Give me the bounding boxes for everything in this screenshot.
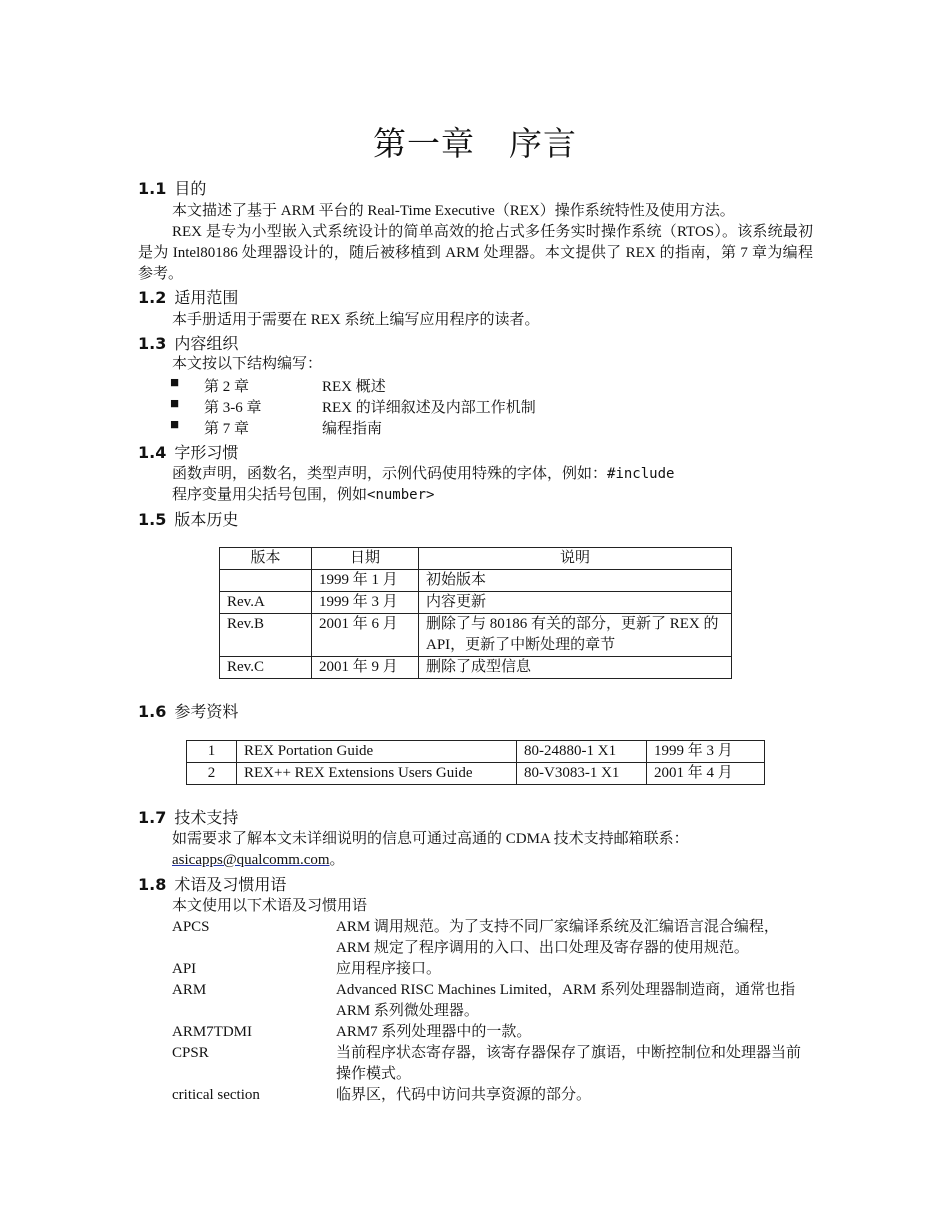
term-name: APCS <box>172 919 210 935</box>
table-row <box>220 614 732 657</box>
bullet-square-icon: ■ <box>170 417 180 433</box>
section-heading-organization <box>138 331 238 354</box>
list-item-desc: REX 的详细叙述及内部工作机制 <box>322 400 536 416</box>
conventions-line-1 <box>172 464 847 485</box>
term-definition: ARM 调用规范。为了支持不同厂家编译系统及汇编语言混合编程，ARM 规定了程序调用的入口、出口处理及寄存器的使用规范。 <box>336 919 779 956</box>
table-row <box>187 741 765 763</box>
bullet-square-icon: ■ <box>170 396 180 412</box>
table-row <box>220 570 732 592</box>
date-cell: 1999 年 1 月 <box>312 570 419 592</box>
section-number: 1.3 <box>138 334 167 353</box>
section-number: 1.6 <box>138 702 167 721</box>
section-title: 内容组织 <box>174 334 239 353</box>
section-number: 1.8 <box>138 875 167 894</box>
section-heading-version-history <box>138 507 238 530</box>
term-definition: 当前程序状态寄存器，该寄存器保存了旗语，中断控制位和处理器当前操作模式。 <box>336 1045 802 1082</box>
ref-title-cell: REX++ REX Extensions Users Guide <box>237 763 517 785</box>
table-row <box>220 592 732 614</box>
version-history-table <box>219 547 732 679</box>
purpose-paragraph-2: REX 是专为小型嵌入式系统设计的简单高效的抢占式多任务实时操作系统（RTOS）。该系统最初是为 Intel80186 处理器设计的，随后被移植到 ARM 处理器。本文提供了 REX 的指南，第 7 章为编程参考。 <box>138 224 813 282</box>
section-number: 1.2 <box>138 288 167 307</box>
ref-date-cell: 1999 年 3 月 <box>647 741 765 763</box>
section-heading-purpose <box>138 176 206 199</box>
term-definition: 临界区，代码中访问共享资源的部分。 <box>336 1087 592 1103</box>
ref-doc-cell: 80-24880-1 X1 <box>517 741 647 763</box>
column-header: 版本 <box>220 548 312 570</box>
term-definition: Advanced RISC Machines Limited，ARM 系列处理器制造商，通常也指 ARM 系列微处理器。 <box>336 982 796 1019</box>
term-name: CPSR <box>172 1045 209 1061</box>
column-header: 说明 <box>419 548 732 570</box>
section-title: 版本历史 <box>174 510 239 529</box>
bullet-square-icon: ■ <box>170 375 180 391</box>
support-email-line <box>172 850 847 871</box>
date-cell: 1999 年 3 月 <box>312 592 419 614</box>
section-number: 1.7 <box>138 808 167 827</box>
term-entry <box>172 1043 812 1085</box>
conventions-line-2 <box>172 485 847 506</box>
term-definition: ARM7 系列处理器中的一款。 <box>336 1024 532 1040</box>
table-row <box>220 657 732 679</box>
code-sample: #include <box>607 466 675 482</box>
term-name: ARM <box>172 982 207 998</box>
term-definition: 应用程序接口。 <box>336 961 442 977</box>
section-heading-conventions <box>138 440 238 463</box>
section-heading-terms <box>138 872 286 895</box>
section-heading-support <box>138 805 238 828</box>
term-entry <box>172 959 812 980</box>
organization-intro: 本文按以下结构编写： <box>172 356 323 372</box>
list-item-chapter: 第 7 章 <box>204 421 250 437</box>
support-email-end: 。 <box>329 852 345 868</box>
term-entry <box>172 1085 812 1106</box>
purpose-paragraph-1: 本文描述了基于 ARM 平台的 Real-Time Executive（REX）操作系统特性及使用方法。 <box>172 203 735 219</box>
term-entry <box>172 980 812 1022</box>
conventions-text: 函数声明，函数名，类型声明，示例代码使用特殊的字体，例如： <box>172 466 608 482</box>
version-cell: Rev.B <box>220 614 312 657</box>
description-cell: 删除了与 80186 有关的部分，更新了 REX 的 API，更新了中断处理的章节 <box>419 614 732 657</box>
ref-title-cell: REX Portation Guide <box>237 741 517 763</box>
references-table <box>186 740 765 785</box>
table-header-row <box>220 548 732 570</box>
section-number: 1.4 <box>138 443 167 462</box>
section-title: 参考资料 <box>174 702 239 721</box>
term-entry <box>172 917 812 959</box>
version-cell: Rev.A <box>220 592 312 614</box>
section-number: 1.5 <box>138 510 167 529</box>
list-item-chapter: 第 2 章 <box>204 379 250 395</box>
ref-doc-cell: 80-V3083-1 X1 <box>517 763 647 785</box>
list-item-desc: 编程指南 <box>322 421 383 437</box>
terms-intro: 本文使用以下术语及习惯用语 <box>172 898 368 914</box>
conventions-text: 程序变量用尖括号包围，例如 <box>172 487 368 503</box>
description-cell: 内容更新 <box>419 592 732 614</box>
section-number: 1.1 <box>138 179 167 198</box>
section-heading-scope <box>138 285 238 308</box>
description-cell: 初始版本 <box>419 570 732 592</box>
date-cell: 2001 年 6 月 <box>312 614 419 657</box>
table-row <box>187 763 765 785</box>
code-sample: <number> <box>367 487 435 503</box>
section-title: 适用范围 <box>174 288 239 307</box>
description-cell: 删除了成型信息 <box>419 657 732 679</box>
version-cell <box>220 570 312 592</box>
list-item-chapter: 第 3-6 章 <box>204 400 262 416</box>
chapter-title: 第一章 序言 <box>373 124 577 163</box>
term-name: critical section <box>172 1087 260 1103</box>
support-text: 如需要求了解本文未详细说明的信息可通过高通的 CDMA 技术支持邮箱联系： <box>172 831 689 847</box>
column-header: 日期 <box>312 548 419 570</box>
support-email-link[interactable]: asicapps@qualcomm.com <box>172 852 330 868</box>
section-heading-references <box>138 699 238 722</box>
ref-number-cell: 2 <box>187 763 237 785</box>
ref-number-cell: 1 <box>187 741 237 763</box>
scope-paragraph: 本手册适用于需要在 REX 系统上编写应用程序的读者。 <box>172 312 540 328</box>
section-title: 目的 <box>174 179 207 198</box>
section-title: 技术支持 <box>174 808 239 827</box>
term-name: ARM7TDMI <box>172 1024 253 1040</box>
list-item-desc: REX 概述 <box>322 379 386 395</box>
ref-date-cell: 2001 年 4 月 <box>647 763 765 785</box>
section-title: 术语及习惯用语 <box>174 875 287 894</box>
version-cell: Rev.C <box>220 657 312 679</box>
date-cell: 2001 年 9 月 <box>312 657 419 679</box>
section-title: 字形习惯 <box>174 443 239 462</box>
term-name: API <box>172 961 197 977</box>
term-entry <box>172 1022 812 1043</box>
